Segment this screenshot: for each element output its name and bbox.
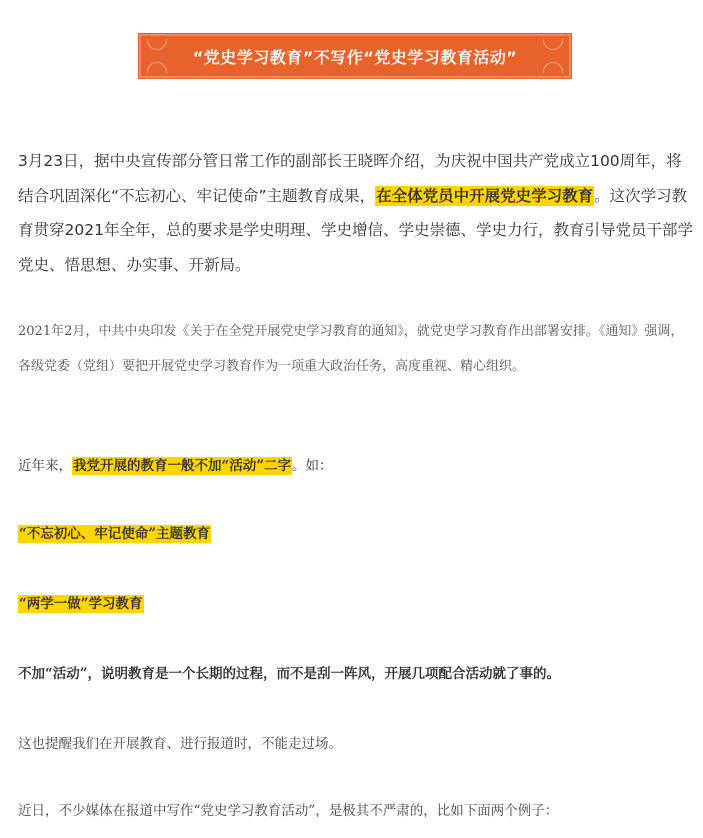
example-1-highlight: “不忘初心、牢记使命”主题教育	[19, 526, 211, 542]
example-item-1	[18, 520, 694, 548]
intro-highlight: 在全体党员中开展党史学习教育	[376, 186, 594, 205]
banner-title: “党史学习教育”不写作“党史学习教育活动”	[192, 47, 518, 67]
intro-text: 3月23日，据中央宣传部分管日常工作的副部长王晓晖介绍，为庆祝中国共产党成立100周年，将结合巩固深化“不忘初心、牢记使命”主题教育成果，	[18, 152, 682, 205]
example-item-2	[18, 590, 694, 618]
intro-text-continued: 。这次学习教育贯穿2021年全年，总的要求是学史明理、学史增信、学史崇德、学史力行，教育引导党员干部学党史、悟思想、办实事、开新局。	[18, 186, 693, 274]
reminder-paragraph: 这也提醒我们在开展教育、进行报道时，不能走过场。	[18, 736, 342, 752]
recent-years-text: 近年来，	[18, 458, 72, 474]
media-examples-paragraph: 近日，不少媒体在报道中写作“党史学习教育活动”，是极其不严肃的，比如下面两个例子：	[18, 803, 559, 819]
recent-years-text-end: 。如：	[292, 458, 333, 474]
decorative-cloud-icon	[543, 62, 563, 73]
recent-years-paragraph	[18, 452, 694, 480]
example-2-highlight: “两学一做”学习教育	[19, 596, 143, 612]
intro-paragraph	[18, 144, 694, 282]
recent-years-highlight: 我党开展的教育一般不加“活动”二字	[73, 458, 292, 474]
decorative-cloud-icon	[543, 39, 563, 50]
section-title-banner	[139, 34, 571, 78]
notice-paragraph: 2021年2月，中共中央印发《关于在全党开展党史学习教育的通知》，就党史学习教育作出部署安排。《通知》强调，各级党委（党组）要把开展党史学习教育作为一项重大政治任务，高度重视、精心组织。	[18, 324, 684, 374]
decorative-cloud-icon	[147, 62, 167, 73]
explanation-paragraph: 不加“活动”，说明教育是一个长期的过程，而不是刮一阵风，开展几项配合活动就了事的。	[18, 666, 561, 682]
decorative-cloud-icon	[147, 39, 167, 50]
